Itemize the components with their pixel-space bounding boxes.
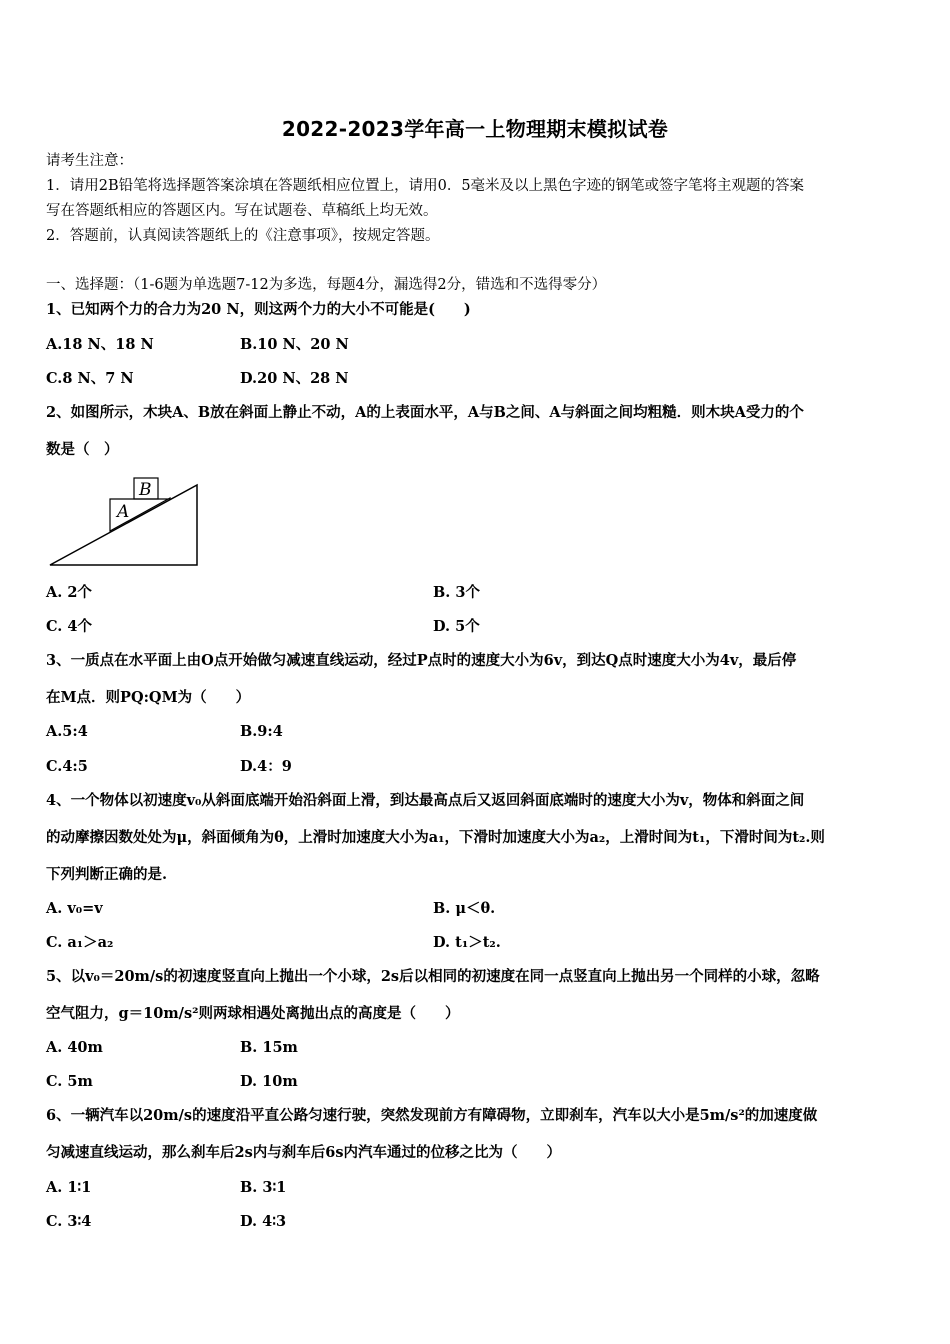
q4-option-b: B. μ＜θ. bbox=[433, 900, 496, 917]
q5-stem-line2: 空气阻力，g＝10m/s²则两球相遇处离抛出点的高度是（ ） bbox=[46, 1005, 460, 1022]
q4-stem-line1: 4、一个物体以初速度v₀从斜面底端开始沿斜面上滑，到达最高点后又返回斜面底端时的速度大小为v，物体和斜面之间 bbox=[46, 792, 805, 809]
notice-heading: 请考生注意： bbox=[46, 153, 133, 169]
q1-option-c: C.8 N、7 N bbox=[46, 370, 134, 387]
incline-triangle bbox=[50, 485, 197, 565]
q2-option-a: A. 2个 bbox=[46, 584, 92, 601]
q3-option-d: D.4：9 bbox=[240, 758, 292, 775]
q5-option-b: B. 15m bbox=[240, 1039, 298, 1056]
q5-option-d: D. 10m bbox=[240, 1073, 298, 1090]
q3-option-c: C.4:5 bbox=[46, 758, 88, 775]
q2-option-c: C. 4个 bbox=[46, 618, 92, 635]
notice-item-1b: 写在答题纸相应的答题区内。写在试题卷、草稿纸上均无效。 bbox=[46, 203, 438, 219]
q1-option-b: B.10 N、20 N bbox=[240, 336, 349, 353]
q4-option-d: D. t₁＞t₂. bbox=[433, 934, 501, 951]
section-heading: 一、选择题：（1-6题为单选题7-12为多选，每题4分，漏选得2分，错选和不选得零分） bbox=[46, 277, 607, 293]
notice-item-1a: 1．请用2B铅笔将选择题答案涂填在答题纸相应位置上，请用0．5毫米及以上黑色字迹的钢笔或签字笔将主观题的答案 bbox=[46, 178, 805, 194]
q5-stem-line1: 5、以v₀＝20m/s的初速度竖直向上抛出一个小球，2s后以相同的初速度在同一点竖直向上抛出另一个同样的小球，忽略 bbox=[46, 968, 820, 985]
q6-option-c: C. 3∶4 bbox=[46, 1213, 92, 1230]
q6-stem-line1: 6、一辆汽车以20m/s的速度沿平直公路匀速行驶，突然发现前方有障碍物，立即刹车，汽车以大小是5m/s²的加速度做 bbox=[46, 1107, 818, 1124]
q5-option-c: C. 5m bbox=[46, 1073, 93, 1090]
q3-option-a: A.5:4 bbox=[46, 723, 88, 740]
q2-stem-line1: 2、如图所示，木块A、B放在斜面上静止不动，A的上表面水平，A与B之间、A与斜面之间均粗糙．则木块A受力的个 bbox=[46, 404, 804, 421]
q4-option-c: C. a₁＞a₂ bbox=[46, 934, 114, 951]
q6-option-d: D. 4∶3 bbox=[240, 1213, 287, 1230]
q1-option-a: A.18 N、18 N bbox=[46, 336, 154, 353]
q2-option-b: B. 3个 bbox=[433, 584, 480, 601]
q1-option-d: D.20 N、28 N bbox=[240, 370, 349, 387]
q4-stem-line2: 的动摩擦因数处处为μ，斜面倾角为θ，上滑时加速度大小为a₁，下滑时加速度大小为a₂，上滑时间为t₁，下滑时间为t₂.则 bbox=[46, 829, 825, 846]
incline-diagram bbox=[46, 472, 206, 572]
q1-stem: 1、已知两个力的合力为20 N，则这两个力的大小不可能是( ) bbox=[46, 301, 471, 318]
q2-option-d: D. 5个 bbox=[433, 618, 480, 635]
page-title: 2022-2023学年高一上物理期末模拟试卷 bbox=[281, 117, 669, 141]
q3-option-b: B.9:4 bbox=[240, 723, 283, 740]
q6-stem-line2: 匀减速直线运动，那么刹车后2s内与刹车后6s内汽车通过的位移之比为（ ） bbox=[46, 1144, 562, 1161]
q3-stem-line1: 3、一质点在水平面上由O点开始做匀减速直线运动，经过P点时的速度大小为6v，到达Q点时速度大小为4v，最后停 bbox=[46, 652, 797, 669]
block-a-label: A bbox=[117, 502, 130, 522]
q6-option-b: B. 3∶1 bbox=[240, 1179, 287, 1196]
block-b-label: B bbox=[139, 480, 152, 500]
q6-option-a: A. 1∶1 bbox=[46, 1179, 92, 1196]
q4-stem-line3: 下列判断正确的是. bbox=[46, 866, 168, 883]
q3-stem-line2: 在M点．则PQ:QM为（ ） bbox=[46, 689, 251, 706]
q5-option-a: A. 40m bbox=[46, 1039, 103, 1056]
notice-item-2: 2．答题前，认真阅读答题纸上的《注意事项》，按规定答题。 bbox=[46, 228, 440, 244]
q4-option-a: A. v₀=v bbox=[46, 900, 103, 917]
q2-stem-line2: 数是（ ） bbox=[46, 441, 119, 458]
